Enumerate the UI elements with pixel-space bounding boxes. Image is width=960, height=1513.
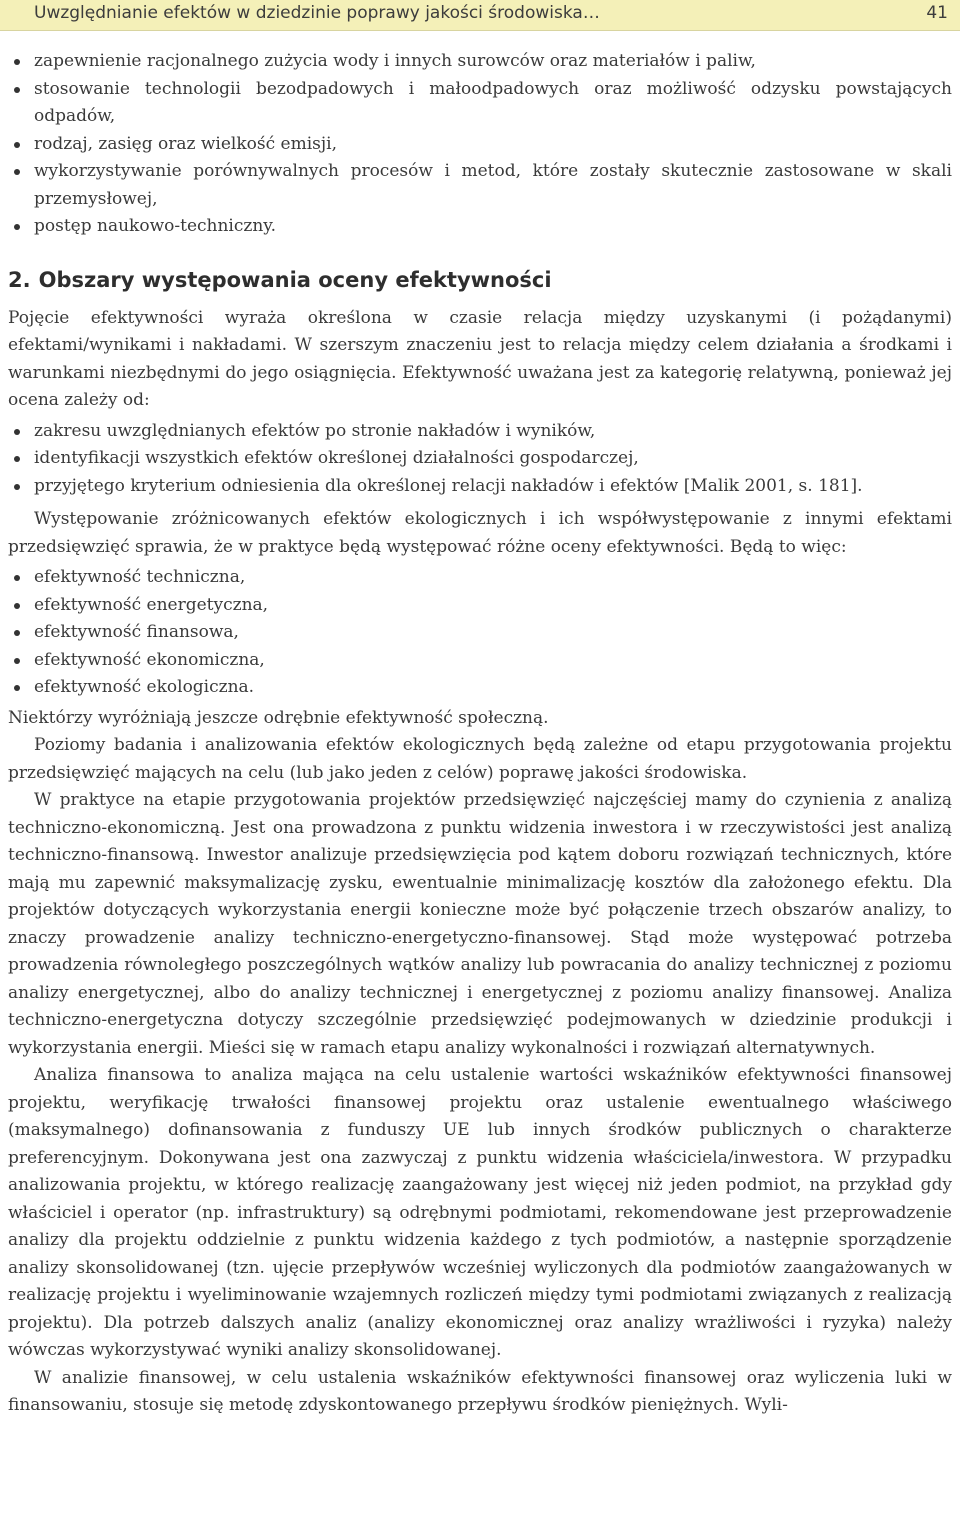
list-item: wykorzystywanie porównywalnych procesów i metod, które zostały skutecznie zastosowane w skali przemysłowej,: [8, 158, 952, 213]
criteria-list: [8, 48, 952, 241]
list-item: postęp naukowo-techniczny.: [8, 213, 952, 241]
list-item: zakresu uwzględnianych efektów po stronie nakładów i wyników,: [8, 418, 952, 446]
dependency-list: [8, 418, 952, 501]
list-item: efektywność energetyczna,: [8, 592, 952, 620]
running-header: [0, 0, 960, 31]
paragraph: W analizie finansowej, w celu ustalenia wskaźników efektywności finansowej oraz wyliczenia luki w finansowaniu, stosuje się metodę zdyskontowanego przepływu środków pieniężnych. Wyli-: [8, 1367, 952, 1415]
section-title: Obszary występowania oceny efektywności: [38, 267, 552, 292]
paragraph: Niektórzy wyróżniają jeszcze odrębnie efektywność społeczną.: [8, 707, 549, 728]
paragraph: W praktyce na etapie przygotowania projektów przedsięwzięć najczęściej mamy do czynienia z analizą techniczno-ekonomiczną. Jest ona prowadzona z punktu widzenia inwestora i w rzeczywistości jest analizą techniczno-finansową. Inwestor analizuje przedsięwzięcia pod kątem doboru rozwiązań technicznych, które mają mu zapewnić maksymalizację zysku, ewentualnie minimalizację kosztów dla założonego efektu. Dla projektów dotyczących wykorzystania energii konieczne może być połączenie trzech obszarów analizy, to znaczy prowadzenie analizy techniczno-energetyczno-finansowej. Stąd może występować potrzeba prowadzenia równoległego poszczególnych wątków analizy lub powracania do analizy technicznej z poziomu analizy energetycznej, albo do analizy technicznej i energetycznej z poziomu analizy finansowej. Analiza techniczno-energetyczna dotyczy szczególnie przedsięwzięć podejmowanych w dziedzinie produkcji i wykorzystania energii. Mieści się w ramach etapu analizy wykonalności i rozwiązań alternatywnych.: [8, 790, 952, 1058]
list-item: przyjętego kryterium odniesienia dla określonej relacji nakładów i efektów [Malik 2001, s. 181].: [8, 473, 952, 501]
list-item: rodzaj, zasięg oraz wielkość emisji,: [8, 131, 952, 159]
paragraph: Występowanie zróżnicowanych efektów ekologicznych i ich współwystępowanie z innymi efektami przedsięwzięć sprawia, że w praktyce będą występować różne oceny efektywności. Będą to więc:: [8, 509, 952, 557]
list-item: efektywność techniczna,: [8, 564, 952, 592]
list-item: identyfikacji wszystkich efektów określonej działalności gospodarczej,: [8, 445, 952, 473]
efficiency-types-list: [8, 564, 952, 702]
header-title: Uwzględnianie efektów w dziedzinie poprawy jakości środowiska…: [34, 3, 600, 23]
list-item: efektywność ekologiczna.: [8, 674, 952, 702]
list-item: zapewnienie racjonalnego zużycia wody i innych surowców oraz materiałów i paliw,: [8, 48, 952, 76]
paragraph: Analiza finansowa to analiza mająca na celu ustalenie wartości wskaźników efektywności finansowej projektu, weryfikację trwałości finansowej projektu oraz ustalenie ewentualnego właściwego (maksymalnego) dofinansowania z funduszy UE lub innych środków publicznych o charakterze preferencyjnym. Dokonywana jest ona zazwyczaj z punktu widzenia właściciela/inwestora. W przypadku analizowania projektu, w którego realizację zaangażowany jest więcej niż jeden podmiot, na przykład gdy właściciel i operator (np. infrastruktury) są odrębnymi podmiotami, rekomendowane jest przeprowadzenie analizy dla projektu oddzielnie z punktu widzenia każdego z tych podmiotów, a następnie sporządzenie analizy skonsolidowanej (tzn. ujęcie przepływów wcześniej wyliczonych dla podmiotów zaangażowanych w realizację projektu i wyeliminowanie wzajemnych rozliczeń między tymi podmiotami związanych z realizacją projektu). Dla potrzeb dalszych analiz (analizy ekonomicznej oraz analizy wrażliwości i ryzyka) należy wówczas wykorzystywać wyniki analizy skonsolidowanej.: [8, 1065, 952, 1360]
list-item: efektywność finansowa,: [8, 619, 952, 647]
page-number: 41: [926, 3, 948, 23]
section-number: 2.: [8, 267, 31, 292]
list-item: efektywność ekonomiczna,: [8, 647, 952, 675]
paragraph: Poziomy badania i analizowania efektów ekologicznych będą zależne od etapu przygotowania projektu przedsięwzięć mających na celu (lub jako jeden z celów) poprawę jakości środowiska.: [8, 735, 952, 783]
section-heading: [8, 265, 952, 295]
list-item: stosowanie technologii bezodpadowych i małoodpadowych oraz możliwość odzysku powstających odpadów,: [8, 76, 952, 131]
paragraph: Pojęcie efektywności wyraża określona w czasie relacja między uzyskanymi (i pożądanymi) efektami/wynikami i nakładami. W szerszym znaczeniu jest to relacja między celem działania a środkami i warunkami niezbędnymi do jego osiągnięcia. Efektywność uważana jest za kategorię relatywną, ponieważ jej ocena zależy od:: [8, 307, 952, 410]
page-content: [8, 48, 952, 1420]
